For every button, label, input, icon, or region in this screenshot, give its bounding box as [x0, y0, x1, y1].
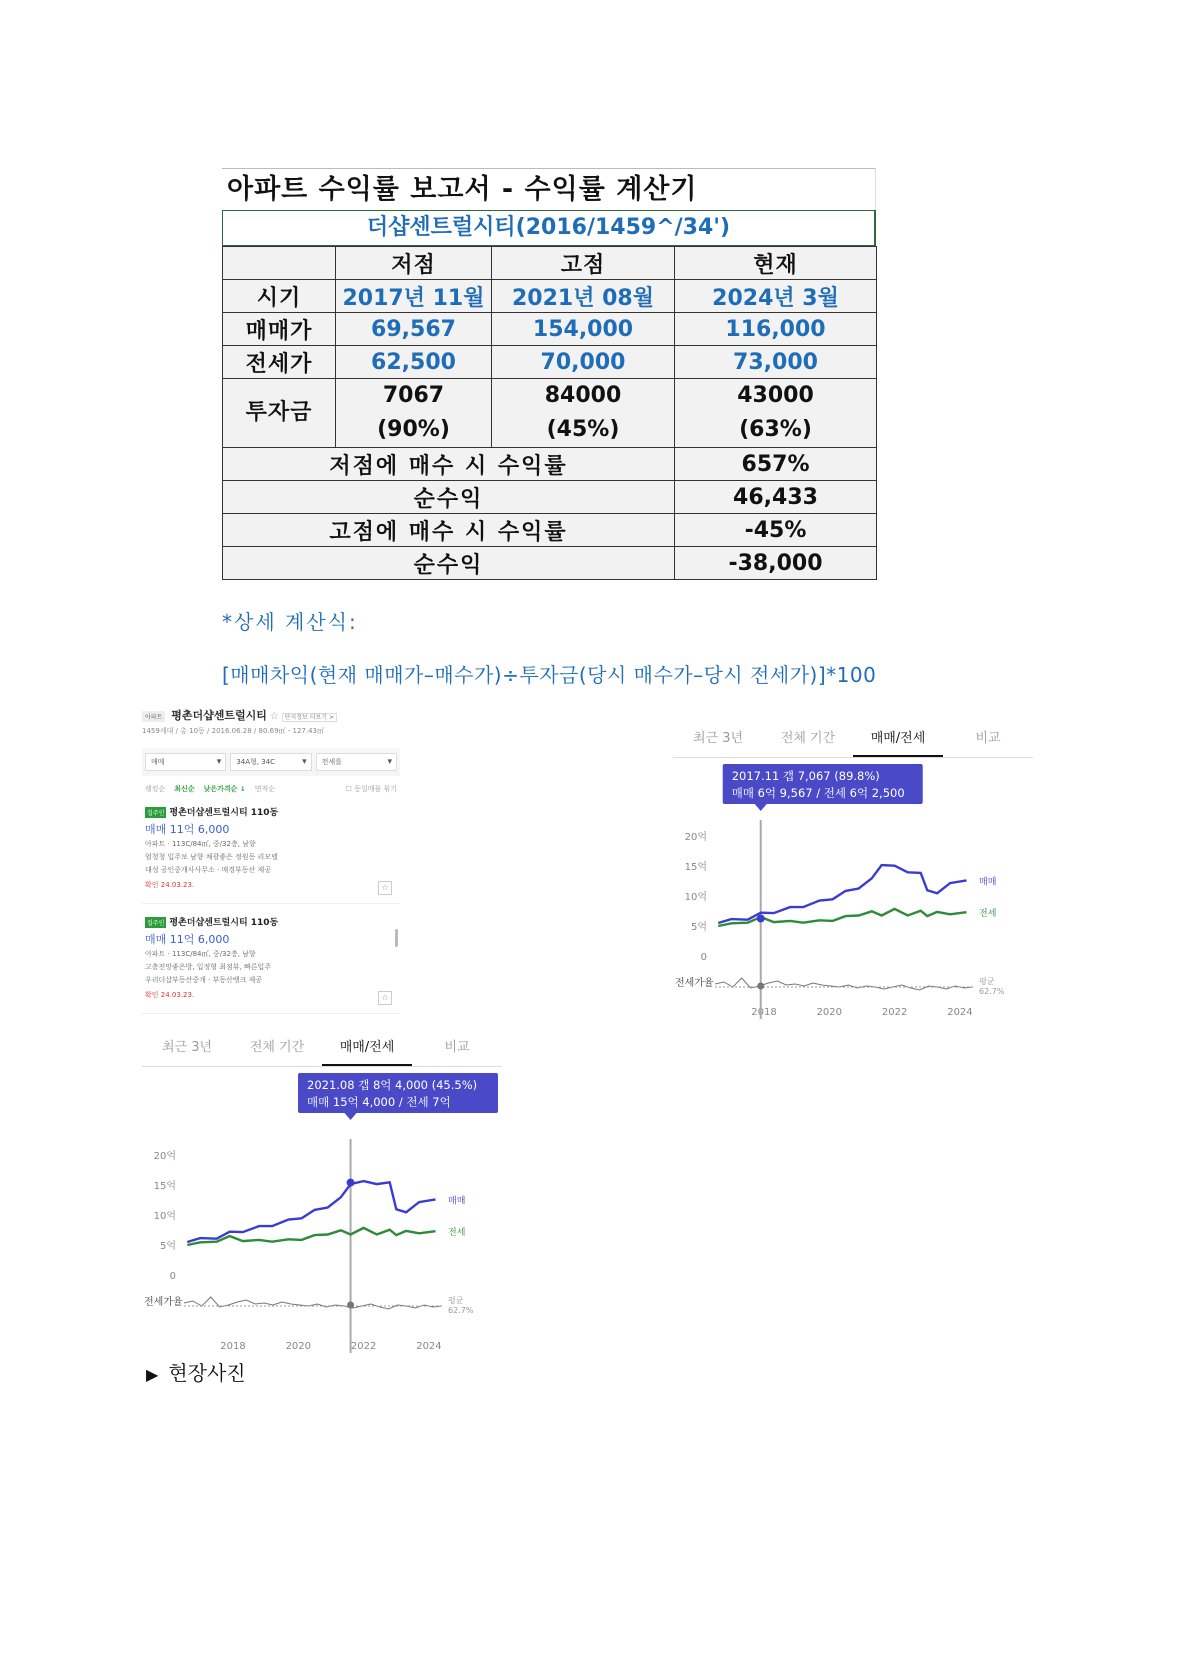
summary-label: 순수익 [223, 547, 675, 580]
tooltip-arrow [345, 1113, 357, 1120]
y-tick-label: 0 [169, 1271, 176, 1282]
period-row [223, 280, 877, 313]
average-value: 62.7% [448, 1306, 474, 1315]
y-tick-label: 5억 [690, 922, 707, 933]
formula-text: [매매차익(현재 매매가–매수가)÷투자금(당시 매수가–당시 전세가)]*100 [222, 663, 877, 687]
x-tick-label: 2020 [816, 1007, 843, 1018]
row-label: 시기 [223, 280, 336, 313]
header-row [223, 247, 877, 280]
legend-label: 매매 [448, 1196, 466, 1207]
ratio-line [715, 978, 973, 990]
column-current: 현재 [675, 247, 877, 280]
triangle-icon: ▶ [146, 1365, 159, 1384]
row-label: 매매가 [223, 313, 336, 346]
summary-row [223, 448, 877, 481]
series-line-jeonse [718, 909, 966, 926]
y-tick-label: 10억 [153, 1211, 176, 1222]
type-badge: 아파트 [142, 711, 165, 722]
hover-point [347, 1179, 355, 1187]
tab-compare[interactable]: 비교 [975, 731, 1001, 746]
average-label: 평균 [448, 1296, 464, 1305]
x-tick-label: 2020 [285, 1341, 312, 1352]
chart-svg [142, 1067, 502, 1357]
list-item[interactable] [142, 802, 400, 904]
section-heading-text: 현장사진 [168, 1361, 246, 1385]
y-tick-label: 20억 [684, 832, 707, 843]
average-value: 62.7% [979, 987, 1005, 996]
summary-value: -45% [675, 514, 877, 547]
chart-tabs [142, 1031, 502, 1067]
item-price: 매매 11억 6,000 [145, 933, 230, 946]
item-desc: 아파트 · 113C/84㎡, 중/32층, 남향 [145, 950, 256, 958]
summary-value: 657% [675, 448, 877, 481]
owner-tag: 집주인 [145, 917, 166, 928]
complex-name[interactable]: 평촌더샵센트럴시티 [171, 709, 267, 722]
summary-value: 46,433 [675, 481, 877, 514]
favorite-icon[interactable]: ☆ [378, 881, 392, 895]
sort-latest[interactable]: 최신순 [174, 785, 195, 793]
invest-row [223, 379, 877, 448]
jeonse-row [223, 346, 877, 379]
y-tick-label: 0 [700, 952, 707, 963]
tab-sale-jeonse[interactable]: 매매/전세 [853, 722, 943, 757]
filter-bar [142, 748, 400, 776]
header-empty [223, 247, 336, 280]
cell-value [675, 379, 877, 448]
trade-type-select[interactable]: 매매 ▾ [145, 753, 226, 771]
x-tick-label: 2024 [947, 1007, 973, 1018]
cell-value: 2024년 3월 [675, 280, 877, 313]
cell-value: 73,000 [675, 346, 877, 379]
cell-value [336, 379, 492, 448]
invest-ratio: (63%) [739, 417, 812, 442]
item-confirm-date: 확인 24.03.23. [145, 991, 195, 999]
x-tick-label: 2022 [350, 1341, 377, 1352]
y-tick-label: 15억 [153, 1181, 176, 1192]
report-title: 아파트 수익률 보고서 - 수익률 계산기 [222, 168, 876, 210]
x-tick-label: 2022 [881, 1007, 908, 1018]
chart-svg [673, 758, 1033, 1023]
cell-value: 2017년 11월 [336, 280, 492, 313]
x-tick-label: 2018 [751, 1007, 777, 1018]
ratio-label: 전세가율 [675, 978, 714, 989]
x-tick-label: 2018 [220, 1341, 246, 1352]
favorite-icon[interactable]: ☆ [378, 991, 392, 1005]
legend-label: 전세 [448, 1228, 466, 1239]
tab-all-period[interactable]: 전체 기간 [780, 731, 836, 746]
price-chart-high [142, 1031, 502, 1357]
legend-label: 매매 [979, 877, 997, 888]
item-desc: 아파트 · 113C/84㎡, 중/32층, 남향 [145, 840, 256, 848]
summary-row [223, 481, 877, 514]
item-name: 평촌더샵센트럴시티 110동 [169, 918, 279, 928]
sort-bar [142, 784, 400, 794]
invest-amount: 43000 [737, 383, 814, 408]
x-tick-label: 2024 [416, 1341, 442, 1352]
cell-value: 70,000 [492, 346, 675, 379]
summary-value: -38,000 [675, 547, 877, 580]
tab-recent-3y[interactable]: 최근 3년 [692, 731, 744, 746]
complex-meta: 1459세대 / 총 10동 / 2016.06.28 / 80.69㎡ - 127.43㎡ [142, 727, 325, 735]
hover-point [757, 915, 765, 923]
sort-price[interactable]: 낮은가격순 ↓ [203, 785, 246, 793]
ratio-hover-point [757, 983, 764, 990]
summary-label: 고점에 매수 시 수익률 [223, 514, 675, 547]
item-desc: 엄청청 입주보 남향 채광좋은 정원동 리모델 [145, 853, 278, 861]
invest-ratio: (45%) [546, 417, 620, 442]
column-high: 고점 [492, 247, 675, 280]
item-agency: 우리더샵부동산중개 · 부동산뱅크 제공 [145, 976, 263, 984]
tooltip-line2: 매매 6억 9,567 / 전세 6억 2,500 [731, 786, 905, 800]
report-table [222, 168, 876, 580]
invest-amount: 7067 [382, 383, 445, 408]
tab-recent-3y[interactable]: 최근 3년 [161, 1040, 213, 1055]
cell-value [492, 379, 675, 448]
row-label: 투자금 [223, 379, 336, 448]
item-confirm-date: 확인 24.03.23. [145, 881, 195, 889]
tab-sale-jeonse[interactable]: 매매/전세 [322, 1031, 412, 1066]
y-tick-label: 10억 [684, 892, 707, 903]
cell-value: 154,000 [492, 313, 675, 346]
group-checkbox-label: 동일매물 묶기 [354, 785, 397, 793]
owner-tag: 집주인 [145, 807, 166, 818]
report-grid [222, 246, 877, 580]
tooltip-line2: 매매 15억 4,000 / 전세 7억 [307, 1095, 451, 1109]
summary-row [223, 547, 877, 580]
report-subtitle: 더샵센트럴시티(2016/1459^/34') [222, 210, 876, 246]
invest-ratio: (90%) [377, 417, 450, 442]
average-label: 평균 [979, 977, 995, 986]
info-link[interactable]: 단지정보 더보기 > [282, 713, 337, 722]
list-item[interactable] [142, 912, 400, 1014]
lease-select[interactable]: 전세를 ▾ [316, 753, 397, 771]
legend-label: 전세 [979, 909, 997, 920]
y-tick-label: 5억 [159, 1241, 176, 1252]
series-line-jeonse [187, 1228, 435, 1245]
tab-all-period[interactable]: 전체 기간 [249, 1040, 305, 1055]
listing-panel [142, 707, 400, 1023]
tooltip-line1: 2017.11 갭 7,067 (89.8%) [731, 769, 880, 783]
item-name: 평촌더샵센트럴시티 110동 [169, 808, 279, 818]
item-agency: 대성 공인중개사사무소 · 매경부동산 제공 [145, 866, 272, 874]
series-line-sale [187, 1181, 435, 1242]
y-tick-label: 15억 [684, 862, 707, 873]
summary-label: 순수익 [223, 481, 675, 514]
column-low: 저점 [336, 247, 492, 280]
item-price: 매매 11억 6,000 [145, 823, 230, 836]
group-checkbox[interactable]: ☐ 동일매물 묶기 [345, 785, 397, 793]
listing-header [142, 707, 400, 723]
sort-ranking[interactable]: 랭킹순 [145, 785, 166, 793]
sort-area[interactable]: 면적순 [254, 785, 276, 793]
y-tick-label: 20억 [153, 1151, 176, 1162]
row-label: 전세가 [223, 346, 336, 379]
ratio-hover-point [347, 1302, 354, 1309]
formula-label: *상세 계산식: [222, 610, 358, 634]
summary-row [223, 514, 877, 547]
section-heading [146, 1357, 246, 1386]
tooltip-line1: 2021.08 갭 8억 4,000 (45.5%) [307, 1078, 478, 1092]
area-select[interactable]: 34A형, 34C ▾ [230, 753, 311, 771]
cell-value: 62,500 [336, 346, 492, 379]
ratio-label: 전세가율 [144, 1297, 183, 1308]
price-chart-low [673, 722, 1033, 1023]
cell-value: 2021년 08월 [492, 280, 675, 313]
cell-value: 69,567 [336, 313, 492, 346]
tooltip-arrow [755, 804, 767, 811]
item-desc: 고층전망좋은방, 입정형 최점뷰, 빠른입주 [145, 963, 272, 971]
tab-compare[interactable]: 비교 [444, 1040, 470, 1055]
sale-row [223, 313, 877, 346]
summary-label: 저점에 매수 시 수익률 [223, 448, 675, 481]
chart-tabs [673, 722, 1033, 758]
ratio-line [184, 1297, 442, 1309]
cell-value: 116,000 [675, 313, 877, 346]
invest-amount: 84000 [544, 383, 622, 408]
scrollbar-thumb[interactable] [395, 929, 398, 947]
star-icon[interactable]: ☆ [269, 711, 279, 722]
